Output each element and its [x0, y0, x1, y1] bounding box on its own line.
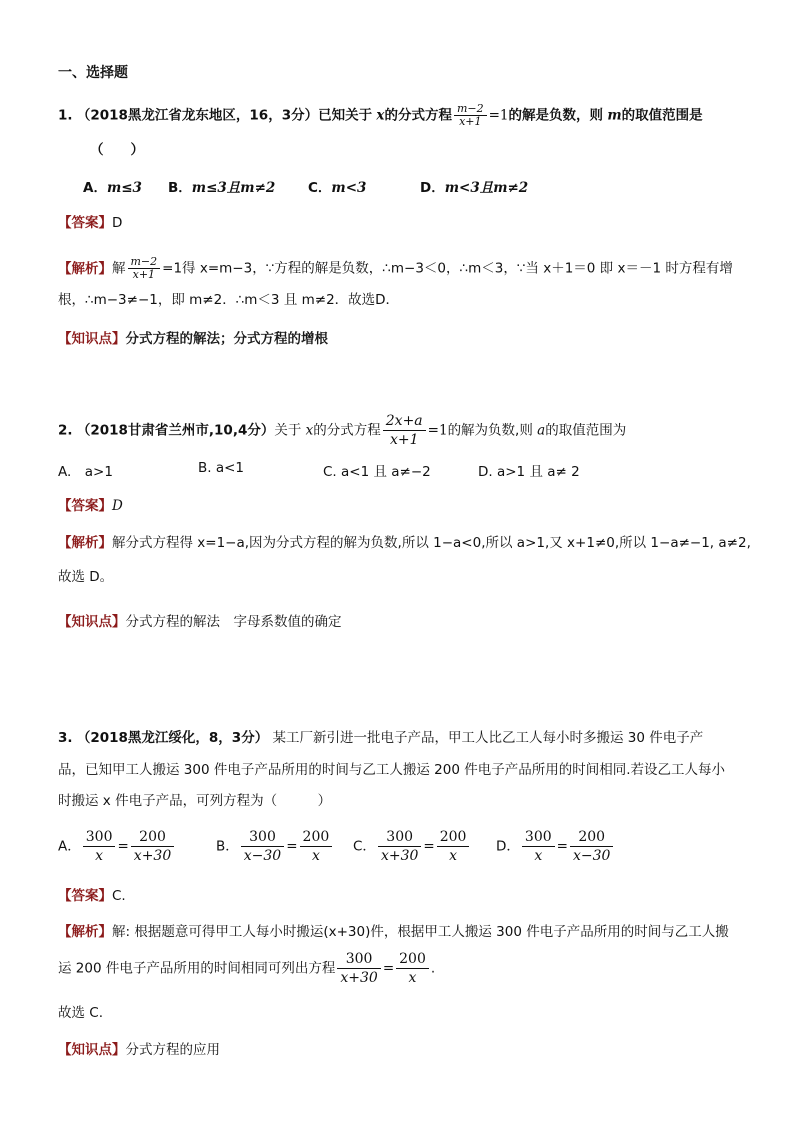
option-a: A． $\frac{300}{x}$ = $\frac{200}{x+30}$: [58, 828, 176, 865]
knowledge-line: 【知识点】分式方程的解法；分式方程的增根: [58, 331, 328, 347]
answer-line: 【答案】D: [58, 498, 123, 514]
analysis-line-1: 【解析】解分式方程得 x=1−a,因为分式方程的解为负数,所以 1−a<0,所以 a>1,又 x+1≠0,所以 1−a≠−1, a≠2,: [58, 535, 751, 551]
option-a: A. a>1: [58, 464, 113, 480]
fraction: $\frac{m-2}{x+1}$: [128, 256, 161, 281]
option-b: B．m≤3且m≠2: [168, 180, 276, 196]
option-c: C. a<1 且 a≠−2: [323, 464, 431, 480]
analysis-line-3: 故选 C.: [58, 1005, 104, 1021]
option-d: D．m<3且m≠2: [420, 180, 529, 196]
option-d: D. a>1 且 a≠ 2: [478, 464, 580, 480]
question-3-stem-line-3: 时搬运 x 件电子产品，可列方程为（ ）: [58, 793, 332, 809]
question-1-stem: 1. （2018黑龙江省龙东地区，16，3分）已知关于 x的分式方程 $\frac{m-2}{x+1}$ =1的解是负数，则 m的取值范围是: [58, 102, 703, 128]
option-b: B. a<1: [198, 460, 245, 476]
answer-line: 【答案】D: [58, 215, 123, 231]
option-b: B． $\frac{300}{x-30}$ = $\frac{200}{x}$: [216, 828, 334, 865]
answer-paren: （ ）: [90, 142, 144, 158]
analysis-line-2: 故选 D。: [58, 569, 114, 585]
analysis-line-2: 运 200 件电子产品所用的时间相同可列出方程 $\frac{300}{x+30}$ = $\frac{200}{x}$ .: [58, 951, 436, 986]
option-c: C．m<3: [308, 180, 367, 196]
knowledge-tag: 【知识点】: [58, 331, 126, 347]
section-title: 一、选择题: [58, 65, 128, 81]
knowledge-line: 【知识点】分式方程的解法 字母系数值的确定: [58, 614, 342, 630]
question-3-stem-line-2: 品，已知甲工人搬运 300 件电子产品所用的时间与乙工人搬运 200 件电子产品所用的时间相同.若设乙工人每小: [58, 762, 725, 778]
analysis-tag: 【解析】: [58, 260, 112, 277]
answer-tag: 【答案】: [58, 215, 112, 231]
answer-line: 【答案】C.: [58, 888, 126, 904]
question-3-stem-line-1: 3. （2018黑龙江绥化，8，3分） 某工厂新引进一批电子产品，甲工人比乙工人每小时多搬运 30 件电子产: [58, 730, 704, 746]
question-source: （2018黑龙江省龙东地区，16，3分）: [76, 107, 319, 124]
analysis-line-1: 【解析】解: 根据题意可得甲工人每小时搬运(x+30)件，根据甲工人搬运 300 件电子产品所用的时间与乙工人搬: [58, 924, 729, 940]
question-2-stem: 2. （2018甘肃省兰州市,10,4分）关于 x的分式方程 $\frac{2x+a}{x+1}$ =1的解为负数,则 a的取值范围为: [58, 413, 627, 448]
option-d: D． $\frac{300}{x}$ = $\frac{200}{x-30}$: [496, 828, 615, 865]
analysis-line-1: 【解析】解 $\frac{m-2}{x+1}$ =1得 x=m−3，∵方程的解是负数，∴m−3＜0，∴m＜3，∵当 x＋1＝0 即 x＝－1 时方程有增: [58, 255, 733, 281]
knowledge-line: 【知识点】分式方程的应用: [58, 1042, 220, 1058]
analysis-line-2: 根，∴m−3≠−1，即 m≠2．∴m＜3 且 m≠2．故选D．: [58, 292, 400, 308]
option-a: A．m≤3: [83, 180, 142, 196]
fraction: $\frac{m-2}{x+1}$: [454, 103, 487, 128]
question-number: 1.: [58, 107, 73, 124]
option-c: C． $\frac{300}{x+30}$ = $\frac{200}{x}$: [353, 828, 471, 865]
fraction: $\frac{2x+a}{x+1}$: [383, 412, 426, 449]
